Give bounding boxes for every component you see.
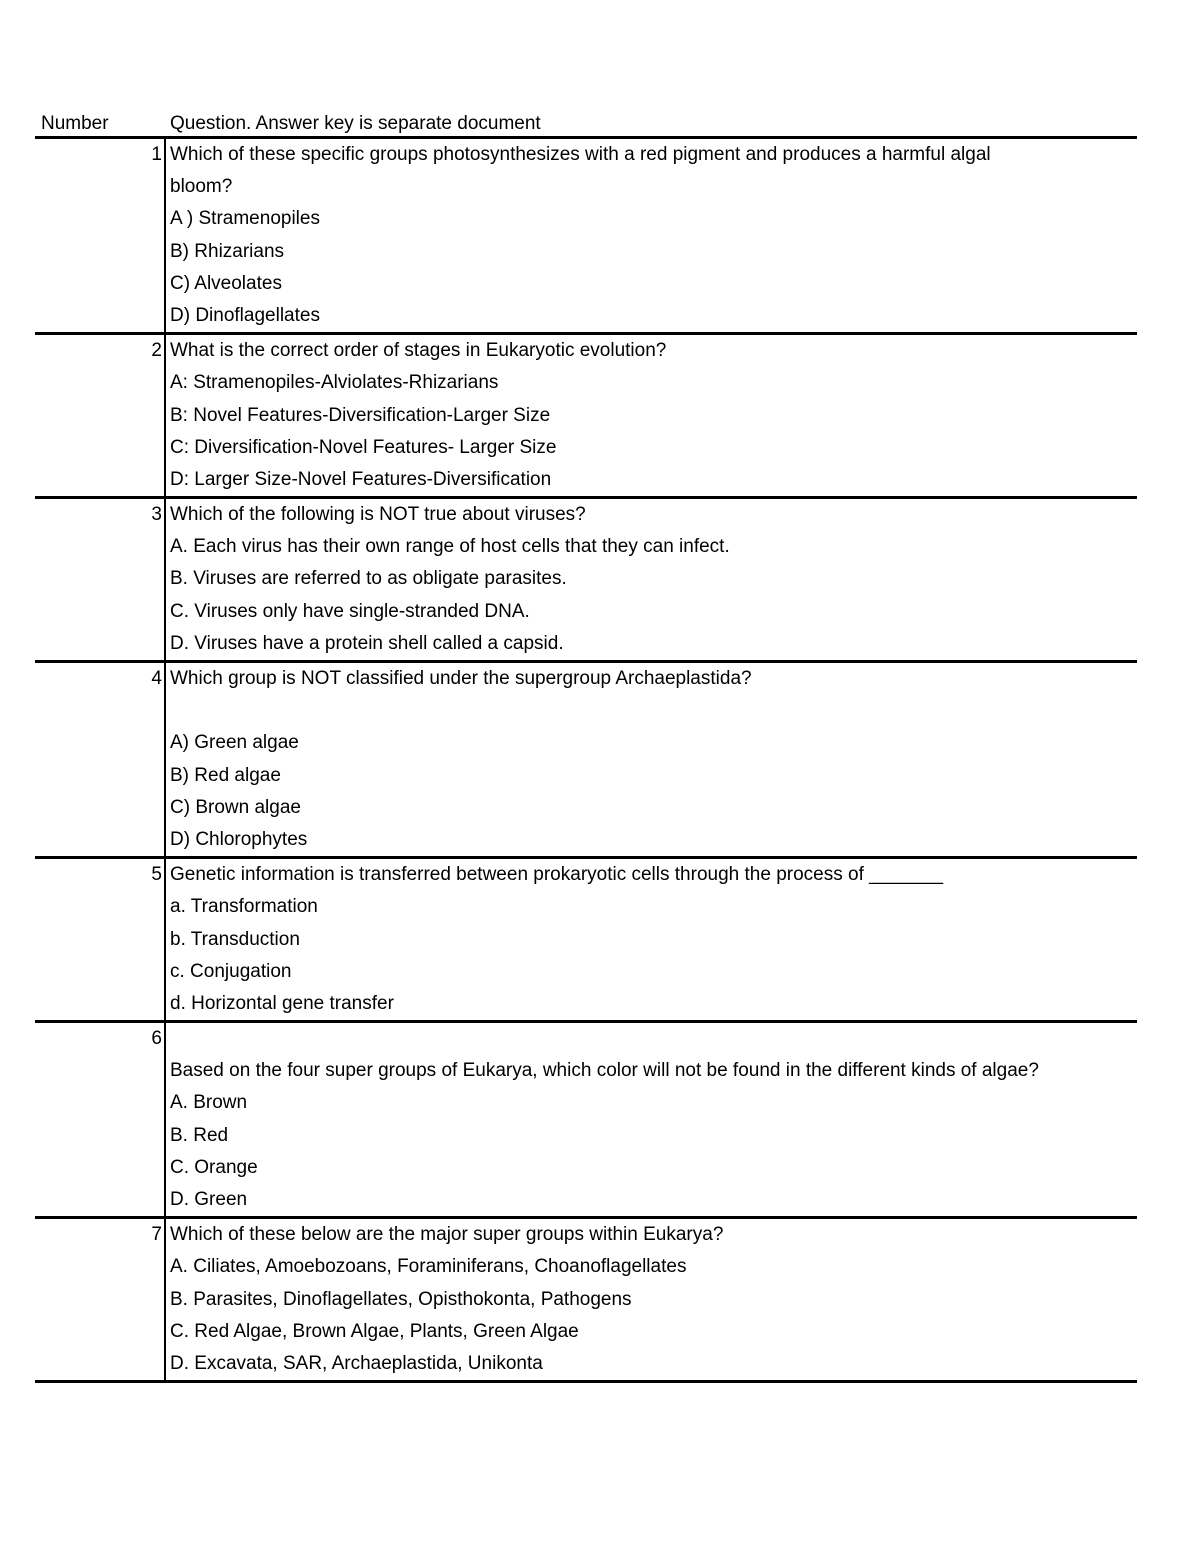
question-option-line: a. Transformation	[170, 896, 318, 918]
question-option-line: Based on the four super groups of Eukarya, which color will not be found in the different kinds of algae?	[170, 1060, 1039, 1082]
question-option-line: D. Excavata, SAR, Archaeplastida, Unikonta	[170, 1352, 543, 1374]
question-option-line: C. Orange	[170, 1156, 258, 1178]
question-option-line: A. Brown	[170, 1092, 248, 1114]
question-body	[166, 859, 1137, 1020]
question-text-line: Which of these specific groups photosynthesizes with a red pigment and produces a harmful algal	[170, 144, 991, 165]
question-option-line: D. Viruses have a protein shell called a capsid.	[170, 632, 564, 654]
question-option-line	[170, 695, 1137, 727]
question-option-line: b. Transduction	[170, 928, 300, 950]
question-row	[35, 499, 1137, 663]
question-option-line: B: Novel Features-Diversification-Larger Size	[170, 404, 551, 426]
question-option-line: A. Ciliates, Amoebozoans, Foraminiferans, Choanoflagellates	[170, 1256, 687, 1278]
question-option-line: C. Viruses only have single-stranded DNA.	[170, 600, 530, 622]
question-row	[35, 859, 1137, 1023]
question-option-line: C) Alveolates	[170, 272, 282, 294]
question-row	[35, 1219, 1137, 1383]
question-option-line: c. Conjugation	[170, 960, 292, 982]
question-text-line: What is the correct order of stages in Eukaryotic evolution?	[170, 340, 667, 362]
question-sheet	[35, 108, 1137, 1383]
question-option-line: A: Stramenopiles-Alviolates-Rhizarians	[170, 372, 499, 394]
question-number: 3	[35, 499, 166, 660]
question-text-line: Which group is NOT classified under the supergroup Archaeplastida?	[170, 668, 752, 689]
question-option-line: B. Red	[170, 1124, 229, 1146]
question-option-line: B. Parasites, Dinoflagellates, Opisthokonta, Pathogens	[170, 1288, 632, 1310]
question-option-line: D) Dinoflagellates	[170, 304, 320, 326]
question-text-line: Which of these below are the major super groups within Eukarya?	[170, 1224, 724, 1246]
question-text-line: Which of the following is NOT true about viruses?	[170, 504, 586, 526]
question-column-header: Question. Answer key is separate document	[170, 113, 541, 134]
question-option-line: A) Green algae	[170, 732, 299, 754]
question-row	[35, 335, 1137, 499]
question-option-line: C: Diversification-Novel Features- Larger Size	[170, 436, 557, 458]
question-option-line: bloom?	[170, 176, 233, 198]
question-option-line: A ) Stramenopiles	[170, 208, 320, 230]
question-body	[166, 1219, 1137, 1380]
question-option-line: B) Rhizarians	[170, 240, 285, 262]
question-body	[166, 663, 1137, 856]
question-number: 4	[35, 663, 166, 856]
question-body	[166, 335, 1137, 496]
question-body	[166, 1023, 1137, 1216]
question-option-line: A. Each virus has their own range of host cells that they can infect.	[170, 536, 730, 558]
question-text-line	[170, 1023, 1137, 1055]
header-row	[35, 108, 1137, 139]
question-option-line: D) Chlorophytes	[170, 828, 308, 850]
question-option-line: d. Horizontal gene transfer	[170, 992, 394, 1014]
question-number: 1	[35, 139, 166, 332]
question-option-line: B. Viruses are referred to as obligate parasites.	[170, 568, 567, 590]
question-option-line: D: Larger Size-Novel Features-Diversification	[170, 468, 552, 490]
question-row	[35, 1023, 1137, 1219]
question-body	[166, 499, 1137, 660]
question-option-line: D. Green	[170, 1189, 248, 1210]
question-number: 2	[35, 335, 166, 496]
question-option-line: C. Red Algae, Brown Algae, Plants, Green Algae	[170, 1320, 579, 1342]
question-row	[35, 663, 1137, 859]
question-number: 5	[35, 859, 166, 1020]
question-text-line: Genetic information is transferred between prokaryotic cells through the process of _______	[170, 864, 944, 886]
question-number: 6	[35, 1023, 166, 1216]
question-option-line: C) Brown algae	[170, 796, 301, 818]
number-column-header: Number	[41, 113, 109, 134]
question-list	[35, 139, 1137, 1383]
question-row	[35, 139, 1137, 335]
question-option-line: B) Red algae	[170, 764, 281, 786]
question-number: 7	[35, 1219, 166, 1380]
question-body	[166, 139, 1137, 332]
